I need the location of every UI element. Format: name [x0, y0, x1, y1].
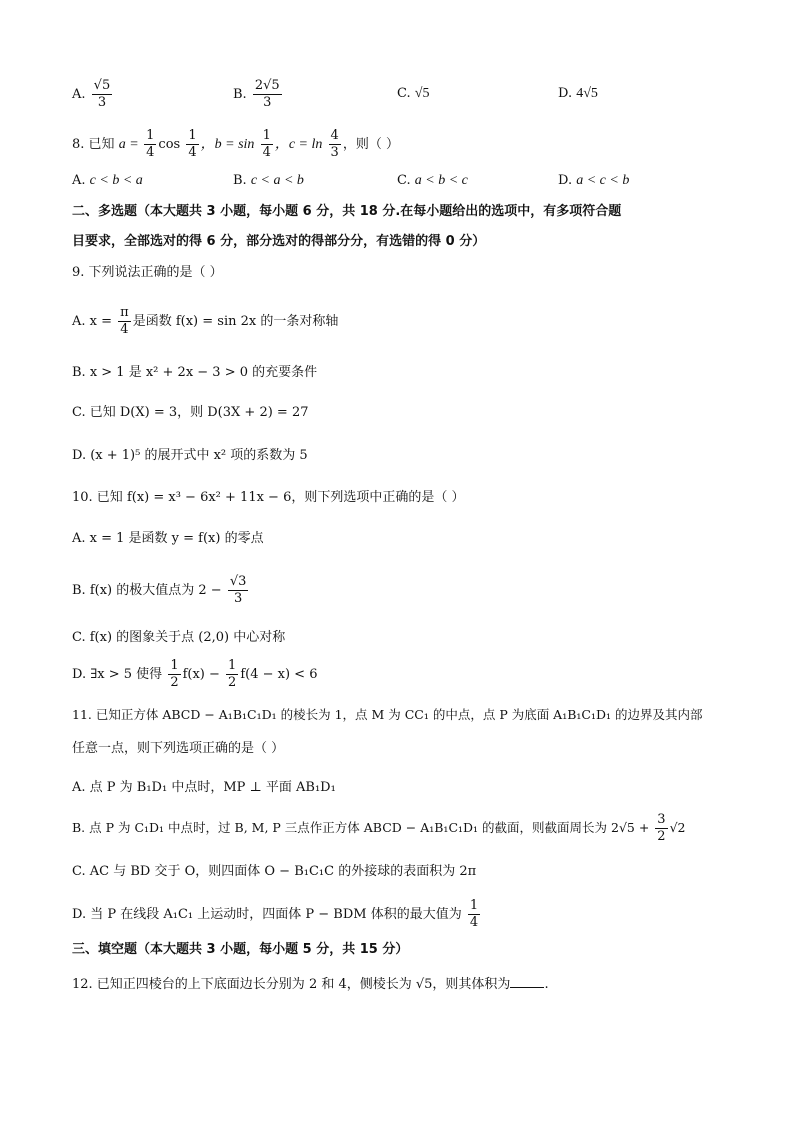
q10-option-a: A. x = 1 是函数 y = f(x) 的零点 [72, 531, 264, 546]
q10-option-c: C. f(x) 的图象关于点 (2,0) 中心对称 [72, 630, 286, 645]
q10-option-d: D. ∃x > 5 使得 $\frac{1}{2}$ f(x) − $\frac{1}{2}$ f(4 − x) < 6 [72, 658, 318, 690]
q8-option-c: C. a < b < c [397, 173, 468, 188]
q8-option-a: A. c < b < a [72, 173, 143, 188]
fraction: $\frac{√3}{3}$ [229, 574, 247, 606]
q11-stem: 11. 已知正方体 ABCD − A₁B₁C₁D₁ 的棱长为 1，点 M 为 CC₁ 的中点，点 P 为底面 A₁B₁C₁D₁ 的边界及其内部 [72, 707, 703, 722]
q9-option-b: B. x > 1 是 x² + 2x − 3 > 0 的充要条件 [72, 365, 318, 380]
fraction: $\frac{\pi}{4}$ [120, 305, 129, 337]
q9-option-a: A. x = $\frac{\pi}{4}$ 是函数 f(x) = sin 2x 的一条对称轴 [72, 305, 339, 337]
fraction: $\frac{√5}{3}$ [93, 78, 111, 110]
q9-stem: 9. 下列说法正确的是（ ） [72, 265, 223, 280]
q9-option-d: D. (x + 1)⁵ 的展开式中 x² 项的系数为 5 [72, 448, 308, 463]
q7-option-a: A. $\frac{√5}{3}$ [72, 78, 111, 110]
section-3-title: 三、填空题（本大题共 3 小题，每小题 5 分，共 15 分） [72, 942, 409, 957]
fraction: $\frac{1}{2}$ [170, 658, 179, 690]
fraction: $\frac{1}{4}$ [146, 128, 155, 160]
q8-option-b: B. c < a < b [233, 173, 304, 188]
fraction: $\frac{3}{2}$ [657, 812, 666, 844]
fraction: $\frac{2√5}{3}$ [254, 78, 280, 110]
fraction: $\frac{4}{3}$ [330, 128, 339, 160]
q7-option-b: B. $\frac{2√5}{3}$ [233, 78, 280, 110]
fraction: $\frac{1}{4}$ [469, 898, 479, 930]
answer-blank[interactable] [510, 975, 544, 988]
q11-option-b: B. 点 P 为 C₁D₁ 中点时，过 B, M, P 三点作正方体 ABCD − A₁B₁C₁D₁ 的截面，则截面周长为 2√5 + $\frac{3}{2}$ √2 [72, 812, 686, 844]
q12-stem: 12. 已知正四棱台的上下底面边长分别为 2 和 4，侧棱长为 √5，则其体积为 . [72, 977, 549, 992]
fraction: $\frac{1}{2}$ [228, 658, 237, 690]
fraction: $\frac{1}{4}$ [262, 128, 271, 160]
q10-stem: 10. 已知 f(x) = x³ − 6x² + 11x − 6，则下列选项中正确的是（ ） [72, 490, 465, 505]
q7-option-c: C. √5 [397, 86, 430, 101]
q10-option-b: B. f(x) 的极大值点为 2 − $\frac{√3}{3}$ [72, 574, 247, 606]
q8-option-d: D. a < c < b [558, 173, 630, 188]
q9-option-c: C. 已知 D(X) = 3，则 D(3X + 2) = 27 [72, 405, 309, 420]
q7-option-d: D. 4√5 [558, 86, 598, 101]
q11-stem-cont: 任意一点，则下列选项正确的是（ ） [72, 741, 285, 756]
fraction: $\frac{1}{4}$ [188, 128, 197, 160]
q8-stem: 8. 已知 a = $\frac{1}{4}$ cos $\frac{1}{4}$ ，b = sin $\frac{1}{4}$ ，c = ln $\frac{4}{3}$ ，则（ ） [72, 128, 399, 160]
q11-option-a: A. 点 P 为 B₁D₁ 中点时，MP ⊥ 平面 AB₁D₁ [72, 780, 336, 795]
q11-option-c: C. AC 与 BD 交于 O，则四面体 O − B₁C₁C 的外接球的表面积为 2π [72, 864, 477, 879]
section-2-title: 二、多选题（本大题共 3 小题，每小题 6 分，共 18 分.在每小题给出的选项中，有多项符合题 [72, 204, 622, 219]
q11-option-d: D. 当 P 在线段 A₁C₁ 上运动时，四面体 P − BDM 体积的最大值为 $\frac{1}{4}$ [72, 898, 479, 930]
section-2-title-cont: 目要求，全部选对的得 6 分，部分选对的得部分分，有选错的得 0 分） [72, 234, 486, 249]
